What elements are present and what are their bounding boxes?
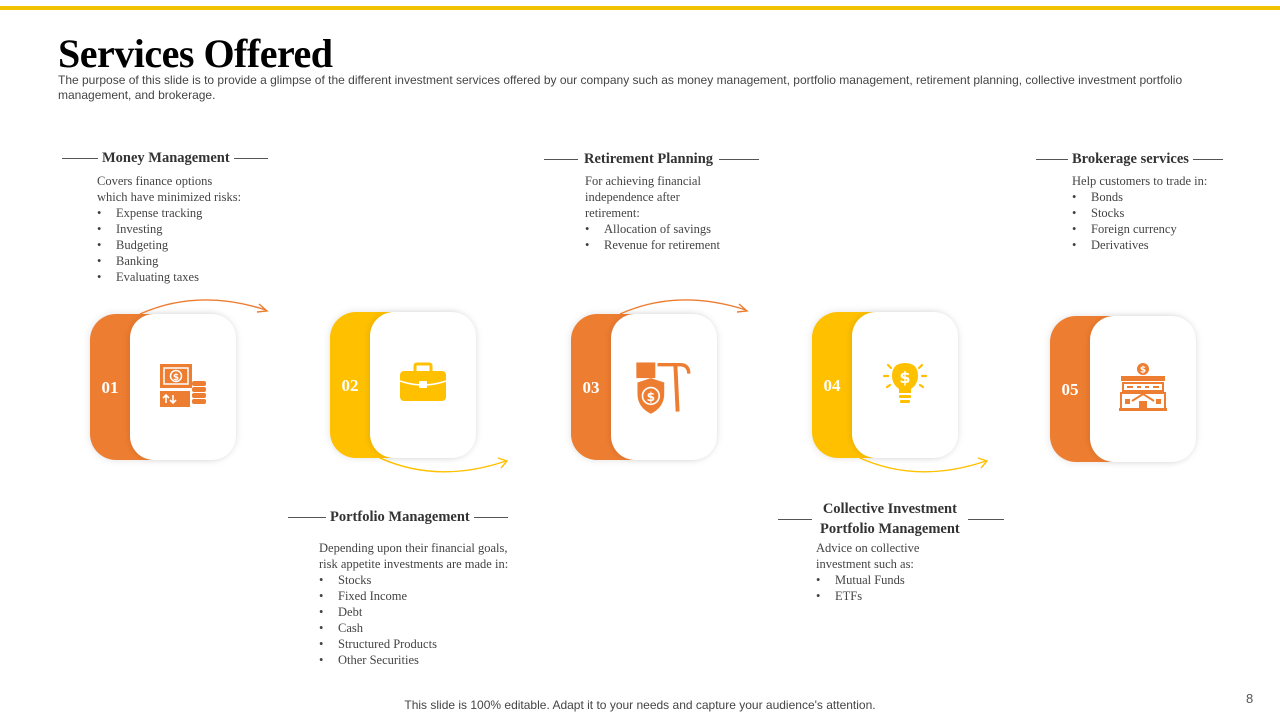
card-number: 05 bbox=[1061, 380, 1079, 399]
page-number: 8 bbox=[1246, 691, 1254, 706]
list-item: • Fixed Income bbox=[319, 588, 559, 604]
intro-line: independence after bbox=[585, 190, 680, 204]
text-portfolio-management bbox=[319, 540, 559, 668]
svg-text:$: $ bbox=[1139, 365, 1147, 376]
list-item: • Banking bbox=[97, 253, 297, 269]
list-item: • Other Securities bbox=[319, 652, 559, 668]
arrow-02-to-03 bbox=[378, 454, 512, 478]
top-accent-bar bbox=[0, 6, 1280, 10]
list-item: • Bonds bbox=[1072, 189, 1262, 205]
intro-line: For achieving financial bbox=[585, 174, 701, 188]
svg-text:$: $ bbox=[172, 373, 180, 383]
list-item: • Foreign currency bbox=[1072, 221, 1262, 237]
svg-text:$: $ bbox=[899, 368, 911, 387]
intro-line: investment such as: bbox=[816, 557, 914, 571]
page-subtitle: The purpose of this slide is to provide a glimpse of the different investment services offered by our company such as money management, portfolio management, retirement planning, collective investment portfolio management, and brokerage. bbox=[58, 73, 1183, 102]
heading-collective-investment: Collective Investment Portfolio Management bbox=[778, 499, 1004, 539]
arrow-03-to-04 bbox=[618, 294, 752, 318]
list-item: • ETFs bbox=[816, 588, 1016, 604]
list-item: • Derivatives bbox=[1072, 237, 1262, 253]
heading-money-management: Money Management bbox=[62, 148, 268, 168]
card-02 bbox=[330, 312, 476, 458]
svg-text:$: $ bbox=[646, 389, 656, 404]
card-01 bbox=[90, 314, 236, 460]
intro-line: Help customers to trade in: bbox=[1072, 174, 1208, 188]
pension-shield-icon bbox=[633, 358, 691, 416]
card-number: 01 bbox=[101, 378, 119, 397]
card-03 bbox=[571, 314, 717, 460]
intro-line: Covers finance options bbox=[97, 174, 213, 188]
intro-line: Advice on collective bbox=[816, 541, 920, 555]
bank-building-icon bbox=[1117, 361, 1169, 413]
text-money-management bbox=[97, 173, 297, 285]
list-item: • Evaluating taxes bbox=[97, 269, 297, 285]
card-number: 02 bbox=[341, 376, 359, 395]
intro-line: Depending upon their financial goals, bbox=[319, 541, 508, 555]
list-item: • Allocation of savings bbox=[585, 221, 785, 237]
text-brokerage-services bbox=[1072, 173, 1262, 253]
list-item: • Investing bbox=[97, 221, 297, 237]
card-number: 03 bbox=[582, 378, 600, 397]
text-collective-investment bbox=[816, 540, 1016, 604]
text-retirement-planning bbox=[585, 173, 785, 253]
list-item: • Budgeting bbox=[97, 237, 297, 253]
list-item: • Mutual Funds bbox=[816, 572, 1016, 588]
card-05 bbox=[1050, 316, 1196, 462]
intro-line: risk appetite investments are made in: bbox=[319, 557, 509, 571]
money-stack-icon bbox=[157, 359, 209, 411]
lightbulb-dollar-icon bbox=[879, 357, 931, 409]
list-item: • Stocks bbox=[1072, 205, 1262, 221]
page-title: Services Offered bbox=[58, 31, 333, 76]
list-item: • Stocks bbox=[319, 572, 559, 588]
card-number: 04 bbox=[823, 376, 841, 395]
heading-portfolio-management: Portfolio Management bbox=[288, 507, 508, 527]
heading-brokerage-services: Brokerage services bbox=[1036, 149, 1223, 169]
arrow-04-to-05 bbox=[858, 454, 992, 478]
list-item: • Revenue for retirement bbox=[585, 237, 785, 253]
arrow-01-to-02 bbox=[138, 294, 272, 318]
list-item: • Expense tracking bbox=[97, 205, 297, 221]
list-item: • Structured Products bbox=[319, 636, 559, 652]
footer-note: This slide is 100% editable. Adapt it to your needs and capture your audience's attention. bbox=[404, 698, 876, 712]
card-04 bbox=[812, 312, 958, 458]
intro-line: retirement: bbox=[585, 206, 640, 220]
list-item: • Debt bbox=[319, 604, 559, 620]
list-item: • Cash bbox=[319, 620, 559, 636]
intro-line: which have minimized risks: bbox=[97, 190, 242, 204]
briefcase-icon bbox=[397, 357, 449, 409]
heading-retirement-planning: Retirement Planning bbox=[544, 149, 759, 169]
